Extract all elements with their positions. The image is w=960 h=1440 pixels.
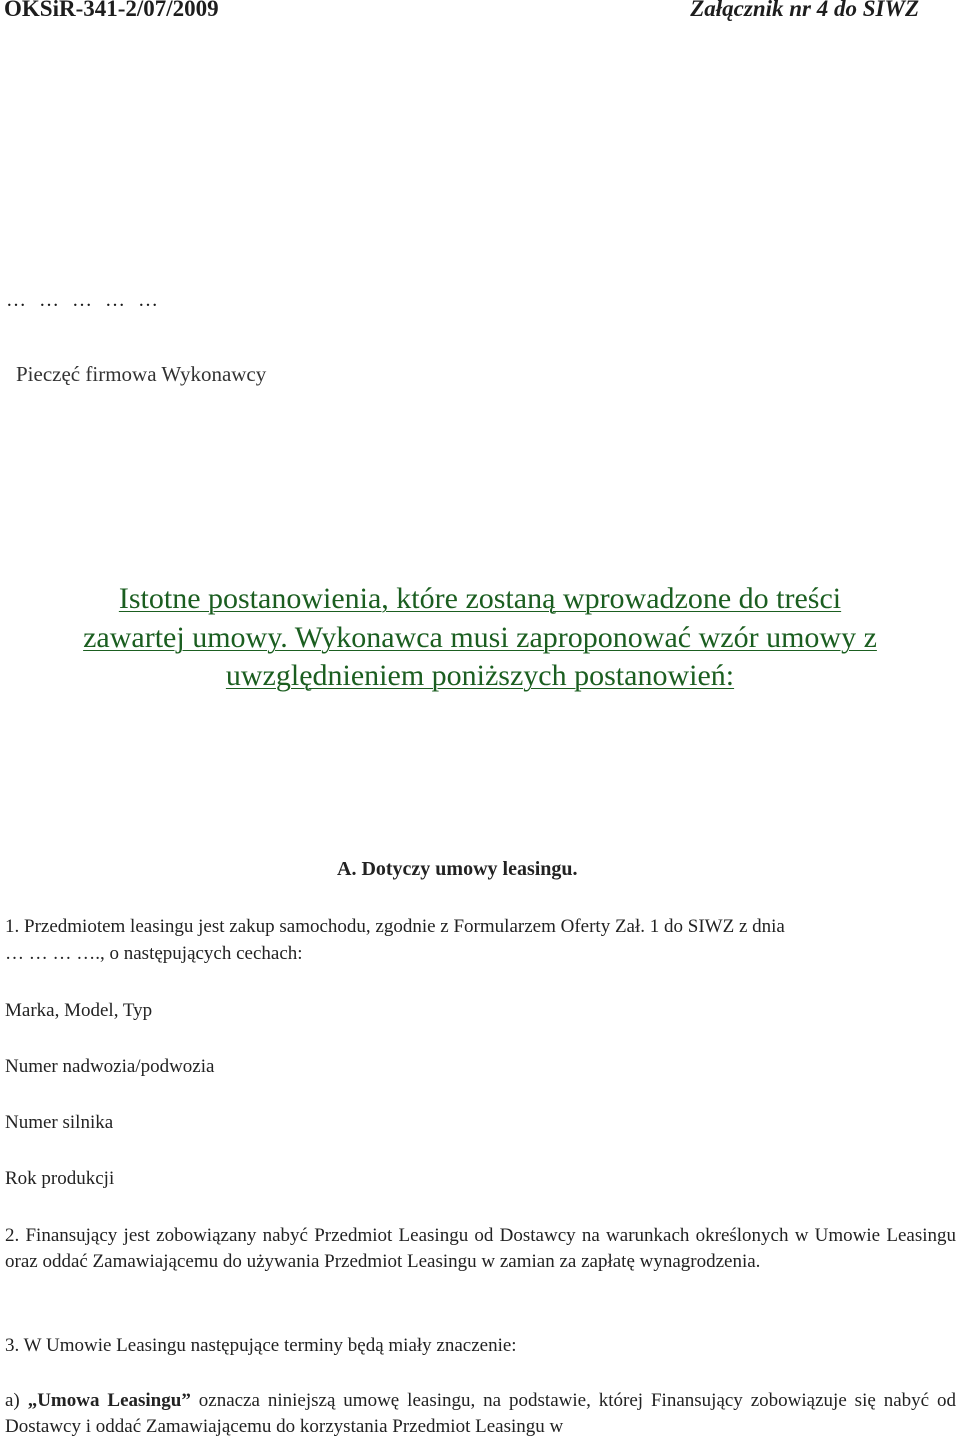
title-line-1: Istotne postanowienia, które zostaną wprowadzone do treści (118, 582, 842, 615)
field-body-number: Numer nadwozia/podwozia (5, 1056, 215, 1077)
item-a-term: „Umowa Leasingu” (27, 1390, 191, 1411)
document-reference: OKSiR-341-2/07/2009 (4, 0, 219, 21)
item-a-paragraph (5, 1388, 956, 1440)
field-make-model-type: Marka, Model, Typ (5, 1000, 153, 1021)
stamp-placeholder-dots: … … … … … (6, 289, 159, 311)
title-line-2: zawartej umowy. Wykonawca musi zaproponować wzór umowy z (83, 621, 877, 654)
item-1-line-1: 1. Przedmiotem leasingu jest zakup samochodu, zgodnie z Formularzem Oferty Zał. 1 do SIWZ z dnia (5, 916, 785, 937)
item-a-definition: oznacza niniejszą umowę leasingu, na podstawie, której Finansujący zobowiązuje się nabyć od Dostawcy i oddać Zamawiającemu do korzystania Przedmiot Leasingu w (5, 1390, 957, 1437)
section-a-heading: A. Dotyczy umowy leasingu. (337, 858, 578, 880)
field-engine-number: Numer silnika (5, 1112, 114, 1133)
stamp-label: Pieczęć firmowa Wykonawcy (16, 362, 267, 386)
title-line-3: uwzględnieniem poniższych postanowień: (225, 659, 735, 692)
item-a-prefix: a) (5, 1390, 28, 1411)
item-2-paragraph: 2. Finansujący jest zobowiązany nabyć Przedmiot Leasingu od Dostawcy na warunkach określonych w Umowie Leasingu oraz oddać Zamawiającemu do używania Przedmiot Leasingu w zamian za zapłatę wynagrodzenia. (5, 1225, 956, 1272)
attachment-label: Załącznik nr 4 do SIWZ (690, 0, 919, 21)
field-production-year: Rok produkcji (5, 1168, 115, 1189)
item-1-line-2: … … … …., o następujących cechach: (5, 943, 303, 964)
item-3-paragraph: 3. W Umowie Leasingu następujące terminy będą miały znaczenie: (5, 1335, 517, 1356)
